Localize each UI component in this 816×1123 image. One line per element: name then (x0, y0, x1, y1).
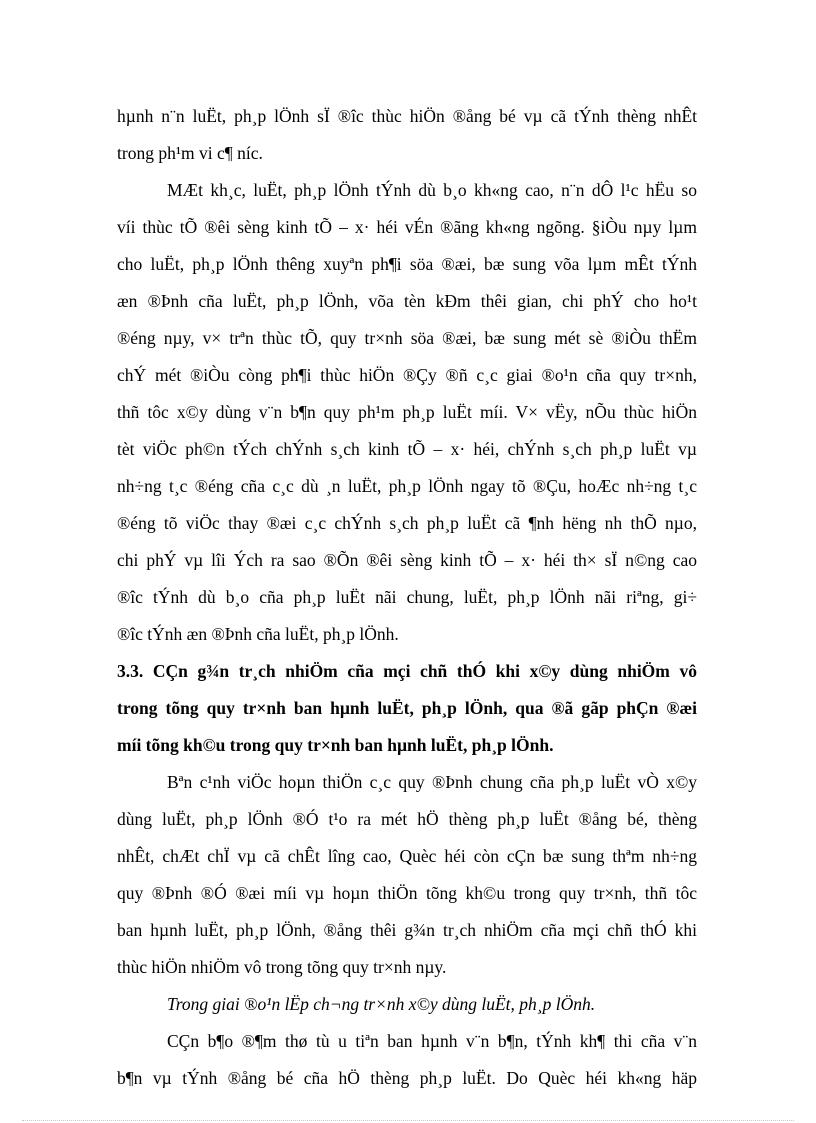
text-line: quy ®Þnh ®Ó ®æi míi vµ hoµn thiÖn tõng kh©u trong quy tr×nh, thñ tôc (117, 883, 697, 903)
text-line: nh÷ng t¸c ®éng cña c¸c dù ¸n luËt, ph¸p lÖnh ngay tõ ®Çu, hoÆc nh÷ng t¸c (117, 476, 697, 496)
paragraph-4 (117, 1023, 697, 1097)
heading-line: 3.3. CÇn g¾n tr¸ch nhiÖm cña mçi chñ thÓ khi x©y dùng nhiÖm vô (117, 661, 697, 681)
section-heading (117, 653, 697, 764)
text-line: tèt viÖc ph©n tÝch chÝnh s¸ch kinh tÕ – x· héi, chÝnh s¸ch ph¸p luËt vµ (117, 439, 697, 459)
heading-line: míi tõng kh©u trong quy tr×nh ban hµnh luËt, ph¸p lÖnh. (117, 735, 554, 755)
heading-line: trong tõng quy tr×nh ban hµnh luËt, ph¸p lÖnh, qua ®ã gãp phÇn ®æi (117, 698, 697, 718)
document-page (117, 98, 697, 1097)
text-line: chÝ mét ®iÒu còng ph¶i thùc hiÖn ®Çy ®ñ c¸c giai ®o¹n cña quy tr×nh, (117, 365, 697, 385)
text-line: chi phÝ vµ lîi Ých ra sao ®Õn ®êi sèng kinh tÕ – x· héi th× sÏ n©ng cao (117, 550, 697, 570)
text-line: CÇn b¶o ®¶m thø tù u tiªn ban hµnh v¨n b¶n, tÝnh kh¶ thi cña v¨n (167, 1031, 697, 1051)
text-line: víi thùc tÕ ®êi sèng kinh tÕ – x· héi vÉn ®ãng kh«ng ngõng. §iÒu nµy lµm (117, 217, 697, 237)
text-line: thñ tôc x©y dùng v¨n b¶n quy ph¹m ph¸p luËt míi. V× vËy, nÕu thùc hiÖn (117, 402, 697, 422)
text-line: æn ®Þnh cña luËt, ph¸p lÖnh, võa tèn kÐm thêi gian, chi phÝ cho ho¹t (117, 291, 697, 311)
paragraph-2 (117, 172, 697, 653)
text-line: ®éng nµy, v× trªn thùc tÕ, quy tr×nh söa ®æi, bæ sung mét sè ®iÒu thËm (117, 328, 697, 348)
text-line: ®îc tÝnh dù b¸o cña ph¸p luËt nãi chung, luËt, ph¸p lÖnh nãi riªng, gi÷ (117, 587, 697, 607)
text-line: trong ph¹m vi c¶ níc. (117, 143, 263, 163)
page-footer-divider (22, 1120, 794, 1121)
text-line: ®éng tõ viÖc thay ®æi c¸c chÝnh s¸ch ph¸p luËt cã ¶nh hëng nh thÕ nµo, (117, 513, 697, 533)
paragraph-3 (117, 764, 697, 986)
italic-text-line: Trong giai ®o¹n lËp ch¬ng tr×nh x©y dùng luËt, ph¸p lÖnh. (167, 994, 596, 1014)
text-line: ®îc tÝnh æn ®Þnh cña luËt, ph¸p lÖnh. (117, 624, 399, 644)
text-line: Bªn c¹nh viÖc hoµn thiÖn c¸c quy ®Þnh chung cña ph¸p luËt vÒ x©y (167, 772, 697, 792)
text-line: nhÊt, chÆt chÏ vµ cã chÊt lîng cao, Quèc héi còn cÇn bæ sung thªm nh÷ng (117, 846, 697, 866)
text-line: hµnh n¨n luËt, ph¸p lÖnh sÏ ®îc thùc hiÖn ®ång bé vµ cã tÝnh thèng nhÊt (117, 106, 697, 126)
italic-subheading (117, 986, 697, 1023)
text-line: MÆt kh¸c, luËt, ph¸p lÖnh tÝnh dù b¸o kh«ng cao, n¨n dÔ l¹c hËu so (167, 180, 697, 200)
text-line: thùc hiÖn nhiÖm vô trong tõng quy tr×nh nµy. (117, 957, 447, 977)
paragraph-1 (117, 98, 697, 172)
text-line: b¶n vµ tÝnh ®ång bé cña hÖ thèng ph¸p luËt. Do Quèc héi kh«ng häp (117, 1068, 697, 1088)
text-line: ban hµnh luËt, ph¸p lÖnh, ®ång thêi g¾n tr¸ch nhiÖm cña mçi chñ thÓ khi (117, 920, 697, 940)
text-line: dùng luËt, ph¸p lÖnh ®Ó t¹o ra mét hÖ thèng ph¸p luËt ®ång bé, thèng (117, 809, 697, 829)
text-line: cho luËt, ph¸p lÖnh thêng xuyªn ph¶i söa ®æi, bæ sung võa lµm mÊt tÝnh (117, 254, 697, 274)
